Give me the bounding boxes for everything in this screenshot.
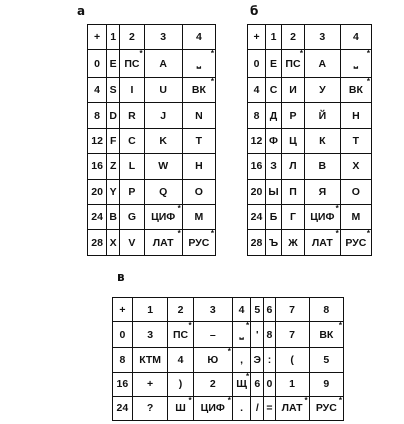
column-header-cell: 2 — [120, 25, 144, 50]
code-cell: 3 — [132, 322, 168, 348]
code-cell: Ы — [266, 179, 282, 204]
code-cell: 9 — [309, 372, 343, 396]
code-cell: П — [282, 179, 305, 204]
corner-plus-cell: + — [88, 25, 107, 50]
code-cell: 4 — [168, 348, 193, 372]
column-header-cell: 1 — [132, 298, 168, 322]
column-header-cell: 2 — [168, 298, 193, 322]
code-cell: + — [132, 372, 168, 396]
table-row — [113, 396, 344, 420]
code-cell: РУС * — [309, 396, 343, 420]
code-cell: = — [264, 396, 275, 420]
header-row — [88, 25, 216, 50]
code-cell: ? — [132, 396, 168, 420]
code-cell: T — [182, 128, 215, 153]
panel-b-label: б — [250, 4, 259, 18]
row-header-cell: 12 — [248, 128, 266, 153]
code-cell: З — [266, 154, 282, 179]
table-row — [248, 205, 372, 230]
code-cell: У — [304, 77, 340, 102]
code-cell: Y — [107, 179, 120, 204]
code-cell: W — [144, 154, 182, 179]
code-cell: ЛАТ * — [304, 230, 340, 256]
code-cell: Я — [304, 179, 340, 204]
table-row — [88, 154, 216, 179]
table-row — [113, 348, 344, 372]
row-header-cell: 0 — [88, 50, 107, 77]
code-cell: J — [144, 103, 182, 128]
row-header-cell: 0 — [113, 322, 133, 348]
row-header-cell: 8 — [88, 103, 107, 128]
code-cell: : — [264, 348, 275, 372]
corner-plus-cell: + — [113, 298, 133, 322]
code-cell: Е — [266, 50, 282, 77]
table-row — [248, 103, 372, 128]
code-cell: РУС * — [182, 230, 215, 256]
column-header-cell: 4 — [232, 298, 250, 322]
row-header-cell: 16 — [248, 154, 266, 179]
code-cell: N — [182, 103, 215, 128]
code-cell: 5 — [309, 348, 343, 372]
column-header-cell: 4 — [340, 25, 371, 50]
code-cell: ЛАТ * — [275, 396, 309, 420]
code-cell: Ц — [282, 128, 305, 153]
code-cell: Ж — [282, 230, 305, 256]
code-cell: КТМ — [132, 348, 168, 372]
code-cell: Щ * — [232, 372, 250, 396]
code-cell: ВК * — [309, 322, 343, 348]
code-cell: ' — [251, 322, 264, 348]
row-header-cell: 28 — [248, 230, 266, 256]
table-row — [248, 77, 372, 102]
column-header-cell: 5 — [251, 298, 264, 322]
code-cell: Й — [304, 103, 340, 128]
row-header-cell: 16 — [113, 372, 133, 396]
code-cell: ПС * — [282, 50, 305, 77]
row-header-cell: 20 — [248, 179, 266, 204]
code-table-a — [87, 24, 216, 256]
row-header-cell: 24 — [113, 396, 133, 420]
table-row — [88, 230, 216, 256]
row-header-cell: 24 — [248, 205, 266, 230]
column-header-cell: 4 — [182, 25, 215, 50]
code-cell: F — [107, 128, 120, 153]
code-cell: Э — [251, 348, 264, 372]
code-cell: Ш * — [168, 396, 193, 420]
code-cell: 1 — [275, 372, 309, 396]
header-row — [113, 298, 344, 322]
row-header-cell: 28 — [88, 230, 107, 256]
code-cell: Н — [340, 103, 371, 128]
code-cell: Z — [107, 154, 120, 179]
code-cell: 6 — [251, 372, 264, 396]
code-cell: / — [251, 396, 264, 420]
code-cell: К — [304, 128, 340, 153]
column-header-cell: 7 — [275, 298, 309, 322]
code-cell: H — [182, 154, 215, 179]
code-cell: ⎵ * — [340, 50, 371, 77]
table-row — [113, 322, 344, 348]
code-cell: И — [282, 77, 305, 102]
code-cell: K — [144, 128, 182, 153]
code-cell: Х — [340, 154, 371, 179]
table-row — [88, 103, 216, 128]
row-header-cell: 16 — [88, 154, 107, 179]
code-cell: ⎵ * — [232, 322, 250, 348]
code-cell: ПС * — [168, 322, 193, 348]
code-cell: ЦИФ * — [193, 396, 232, 420]
code-cell: ЦИФ * — [304, 205, 340, 230]
row-header-cell: 4 — [88, 77, 107, 102]
code-cell: А — [304, 50, 340, 77]
code-cell: 2 — [193, 372, 232, 396]
code-cell: ВК * — [340, 77, 371, 102]
code-cell: О — [340, 179, 371, 204]
table-row — [88, 128, 216, 153]
code-cell: B — [107, 205, 120, 230]
code-table-c — [112, 297, 344, 421]
column-header-cell: 1 — [107, 25, 120, 50]
code-cell: C — [120, 128, 144, 153]
row-header-cell: 24 — [88, 205, 107, 230]
code-cell: Т — [340, 128, 371, 153]
column-header-cell: 3 — [304, 25, 340, 50]
table-row — [248, 179, 372, 204]
code-cell: ⎵ * — [182, 50, 215, 77]
code-cell: S — [107, 77, 120, 102]
code-cell: 8 — [264, 322, 275, 348]
code-cell: X — [107, 230, 120, 256]
table-row — [88, 179, 216, 204]
column-header-cell: 3 — [193, 298, 232, 322]
code-cell: Р — [282, 103, 305, 128]
row-header-cell: 8 — [248, 103, 266, 128]
code-cell: U — [144, 77, 182, 102]
code-cell: 7 — [275, 322, 309, 348]
code-cell: Б — [266, 205, 282, 230]
code-cell: Г — [282, 205, 305, 230]
code-cell: Д — [266, 103, 282, 128]
column-header-cell: 2 — [282, 25, 305, 50]
table-row — [248, 230, 372, 256]
code-cell: ЛАТ * — [144, 230, 182, 256]
code-cell: . — [232, 396, 250, 420]
code-cell: М — [340, 205, 371, 230]
code-cell: РУС * — [340, 230, 371, 256]
code-cell: M — [182, 205, 215, 230]
code-cell: В — [304, 154, 340, 179]
table-row — [113, 372, 344, 396]
corner-plus-cell: + — [248, 25, 266, 50]
table-row — [248, 154, 372, 179]
code-cell: Ю * — [193, 348, 232, 372]
code-cell: Л — [282, 154, 305, 179]
code-cell: Ъ — [266, 230, 282, 256]
panel-a-label: а — [77, 4, 86, 18]
row-header-cell: 0 — [248, 50, 266, 77]
table-row — [248, 50, 372, 77]
code-cell: P — [120, 179, 144, 204]
code-table-b — [247, 24, 372, 256]
column-header-cell: 3 — [144, 25, 182, 50]
code-cell: , — [232, 348, 250, 372]
code-cell: I — [120, 77, 144, 102]
code-cell: V — [120, 230, 144, 256]
code-cell: С — [266, 77, 282, 102]
code-cell: Q — [144, 179, 182, 204]
header-row — [248, 25, 372, 50]
code-cell: ЦИФ * — [144, 205, 182, 230]
row-header-cell: 8 — [113, 348, 133, 372]
code-cell: G — [120, 205, 144, 230]
table-row — [88, 205, 216, 230]
code-cell: ВК * — [182, 77, 215, 102]
row-header-cell: 20 — [88, 179, 107, 204]
code-cell: А — [144, 50, 182, 77]
table-row — [248, 128, 372, 153]
code-cell: Е — [107, 50, 120, 77]
table-row — [88, 50, 216, 77]
code-cell: L — [120, 154, 144, 179]
code-cell: Ф — [266, 128, 282, 153]
code-cell: – — [193, 322, 232, 348]
panel-c-label: в — [117, 270, 125, 284]
column-header-cell: 8 — [309, 298, 343, 322]
code-cell: ПС * — [120, 50, 144, 77]
code-cell: O — [182, 179, 215, 204]
row-header-cell: 4 — [248, 77, 266, 102]
code-cell: D — [107, 103, 120, 128]
column-header-cell: 6 — [264, 298, 275, 322]
code-cell: ( — [275, 348, 309, 372]
column-header-cell: 1 — [266, 25, 282, 50]
code-cell: R — [120, 103, 144, 128]
code-cell: ) — [168, 372, 193, 396]
table-row — [88, 77, 216, 102]
code-cell: 0 — [264, 372, 275, 396]
row-header-cell: 12 — [88, 128, 107, 153]
